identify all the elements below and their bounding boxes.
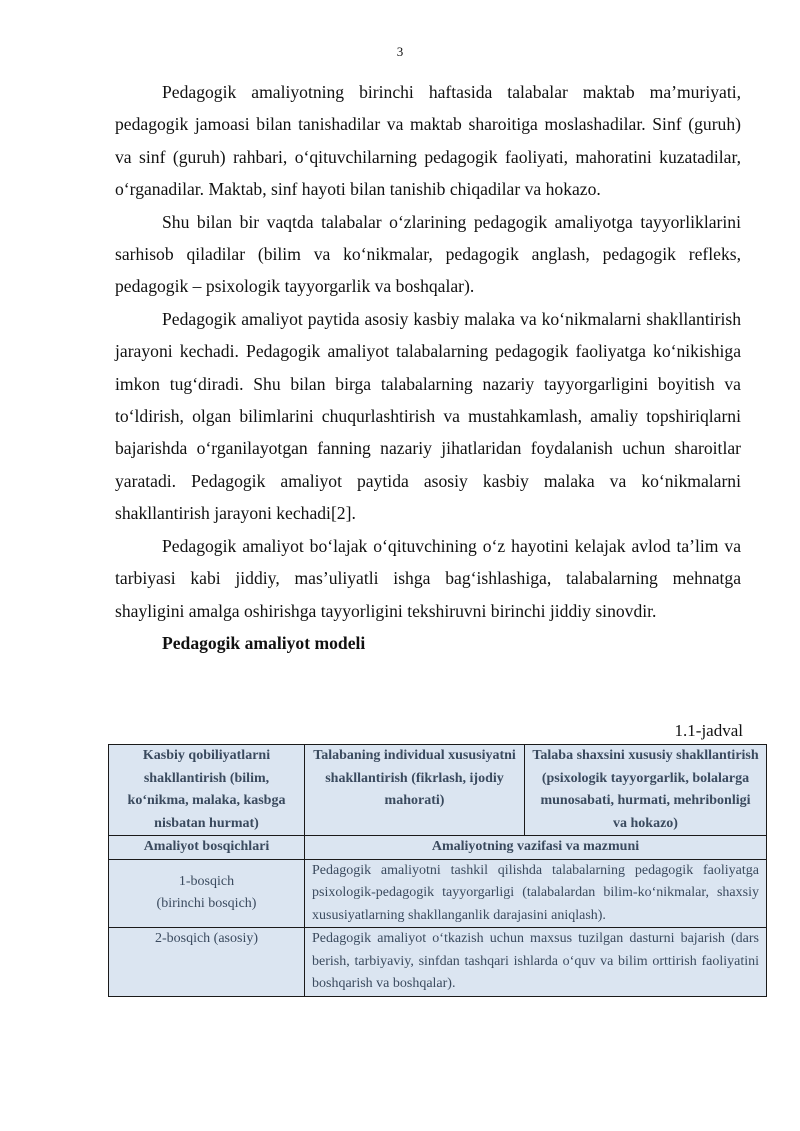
table-header-row	[109, 745, 767, 836]
stage-sublabel: (birinchi bosqich)	[156, 896, 257, 912]
document-body	[115, 76, 741, 659]
header-cell-professional-abilities: Kasbiy qobiliyatlarni shakllantirish (bilim, ko‘nikma, malaka, kasbga nisbatan hurmat)	[109, 745, 305, 836]
table-row	[109, 859, 767, 928]
paragraph-4: Pedagogik amaliyot bo‘lajak o‘qituvchining o‘z hayotini kelajak avlod ta’lim va tarbiyasi kabi jiddiy, mas’uliyatli ishga bag‘ishlashiga, talabalarning mehnatga shayligini amalga oshirishga tayyorligini tekshiruvni birinchi jiddiy sinovdir.	[115, 535, 741, 621]
content-column-header: Amaliyotning vazifasi va mazmuni	[305, 836, 767, 860]
paragraph-2: Shu bilan bir vaqtda talabalar o‘zlarining pedagogik amaliyotga tayyorliklarini sarhisob qiladilar (bilim va ko‘nikmalar, pedagogik anglash, pedagogik refleks, pedagogik – psixologik tayyorgarlik va boshqalar).	[115, 211, 741, 297]
stage-label: 2-bosqich (asosiy)	[154, 931, 259, 946]
stage-label: 1-bosqich	[178, 873, 235, 889]
stage-content-cell: Pedagogik amaliyot o‘tkazish uchun maxsus tuzilgan dasturni bajarish (dars berish, tarbiyaviy, sinfdan tashqari ishlarda o‘quv va bilim orttirish faoliyatini boshqarish va boshqalar).	[305, 928, 767, 997]
stage-cell	[109, 928, 305, 997]
table-row	[109, 928, 767, 997]
table-caption: 1.1-jadval	[674, 721, 743, 740]
table-subheader-row	[109, 836, 767, 860]
header-cell-personality-formation: Talaba shaxsini xususiy shakllantirish (psixologik tayyorgarlik, bolalarga munosabati, hurmati, mehribonligi va hokazo)	[525, 745, 767, 836]
stage-content-cell: Pedagogik amaliyotni tashkil qilishda talabalarning pedagogik faoliyatga psixologik-pedagogik tayyorgarligi (talabalardan bilim-ko‘nikmalar, shaxsiy xususiyatlarning shakllanganlik darajasini aniqlash).	[305, 859, 767, 928]
pedagogical-practice-model-table	[108, 744, 767, 997]
paragraph-3: Pedagogik amaliyot paytida asosiy kasbiy malaka va ko‘nikmalarni shakllantirish jarayoni kechadi. Pedagogik amaliyot talabalarning pedagogik faoliyatga ko‘nikishiga imkon tug‘diradi. Shu bilan birga talabalarning nazariy tayyorgarligini boyitish va to‘ldirish, olgan bilimlarini chuqurlashtirish va mustahkamlash, amaliy topshiriqlarni bajarishda o‘rganilayotgan fanning nazariy jihatlaridan foydalanish uchun sharoitlar yaratadi. Pedagogik amaliyot paytida asosiy kasbiy malaka va ko‘nikmalarni shakllantirish jarayoni kechadi[2].	[115, 308, 741, 524]
header-cell-individual-traits: Talabaning individual xususiyatni shakllantirish (fikrlash, ijodiy mahorati)	[305, 745, 525, 836]
stage-cell	[109, 859, 305, 928]
page-number: 3	[396, 44, 404, 59]
stage-column-header: Amaliyot bosqichlari	[109, 836, 305, 860]
section-heading: Pedagogik amaliyot modeli	[162, 632, 366, 653]
paragraph-1: Pedagogik amaliyotning birinchi haftasida talabalar maktab ma’muriyati, pedagogik jamoasi bilan tanishadilar va maktab sharoitiga moslashadilar. Sinf (guruh) va sinf (guruh) rahbari, o‘qituvchilarning pedagogik faoliyati, mahoratini kuzatadilar, o‘rganadilar. Maktab, sinf hayoti bilan tanishib chiqadilar va hokazo.	[115, 82, 741, 200]
